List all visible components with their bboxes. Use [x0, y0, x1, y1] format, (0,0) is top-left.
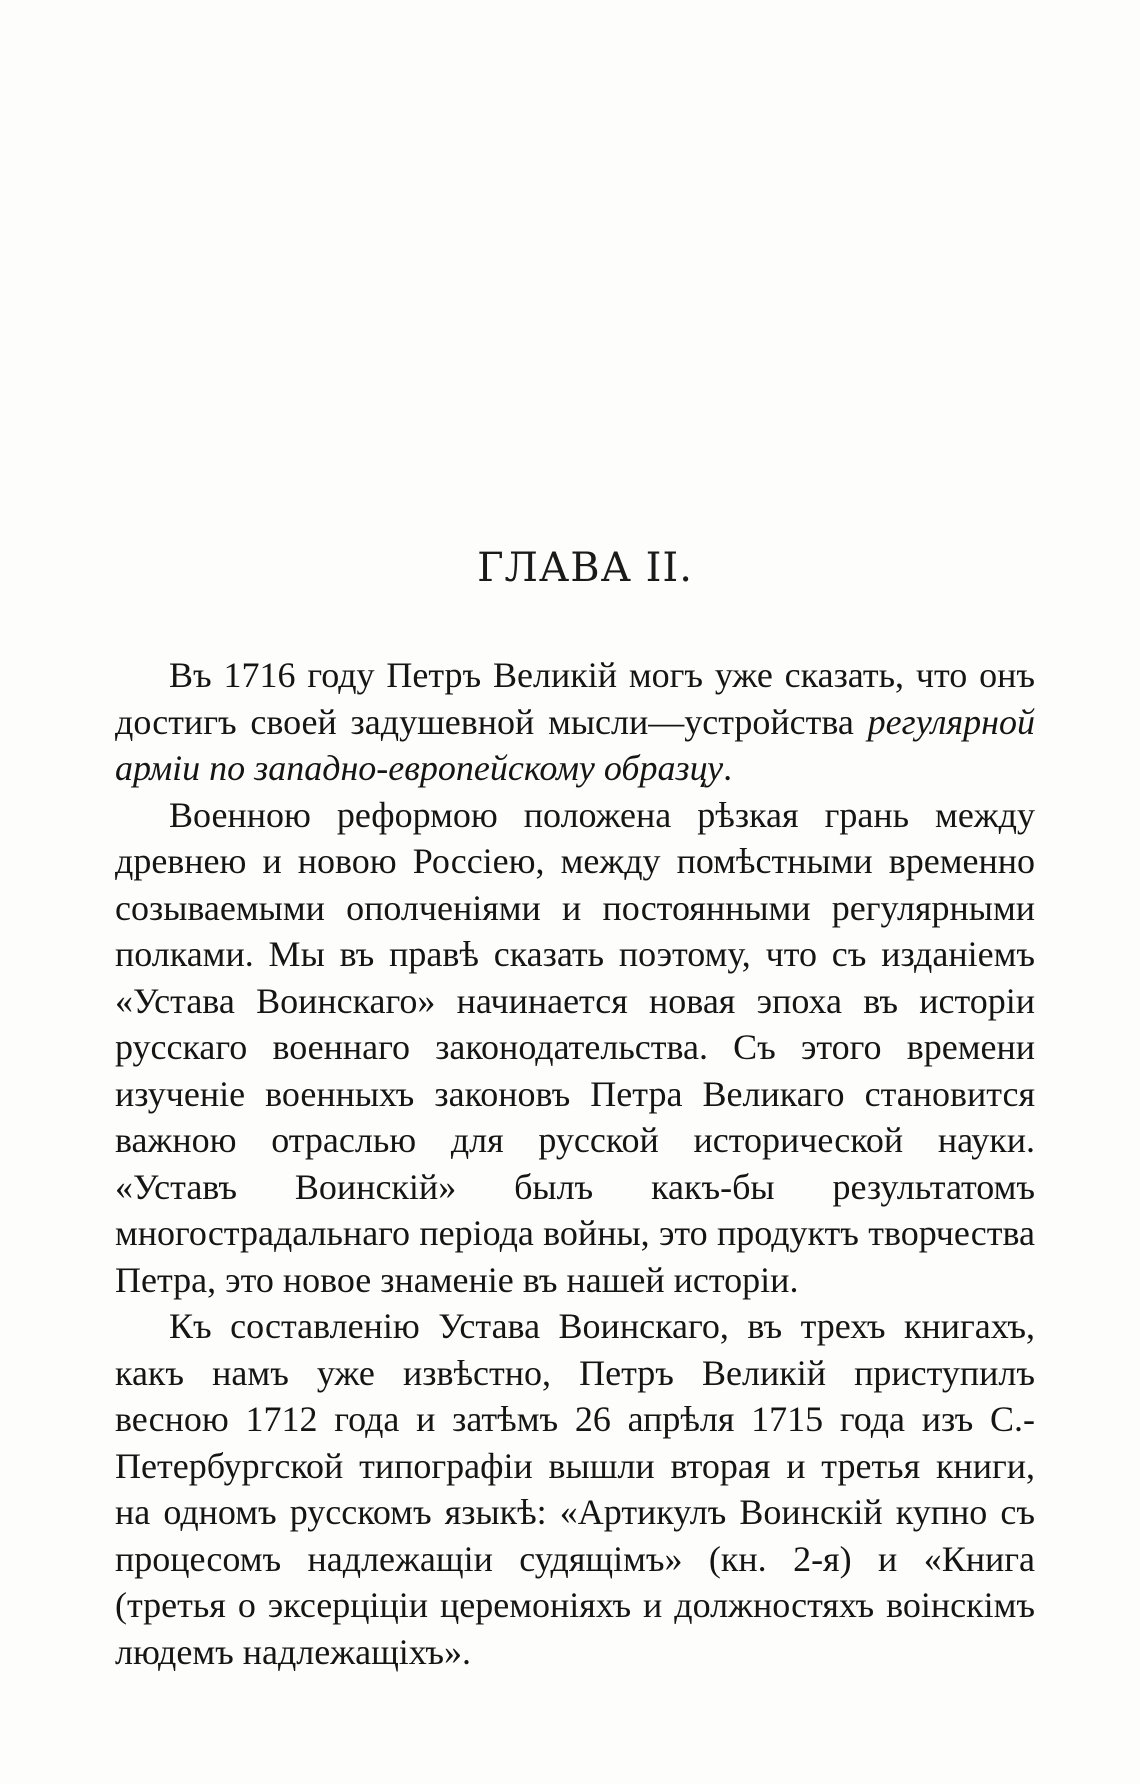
chapter-title: ГЛАВА II.	[477, 545, 693, 591]
paragraph-2: Военною реформою положена рѣзкая грань между древнею и новою Россіею, между помѣстными временно созываемыми ополченіями и постоянными регулярными полками. Мы въ правѣ сказать поэтому, что съ изданіемъ «Устава Воинскаго» начинается новая эпоха въ исторіи русскаго военнаго законодательства. Съ этого времени изученіе военныхъ законовъ Петра Великаго становится важною отраслью для русской исторической науки. «Уставъ Воинскій» былъ какъ-бы результатомъ многострадальнаго періода войны, это продуктъ творчества Петра, это новое знаменіе въ нашей исторіи.	[115, 794, 1035, 1300]
paragraph-1-text-start: Въ 1716 году Петръ Великій могъ уже сказать, что онъ достигъ своей задушевной мысли—устройства	[115, 655, 1035, 742]
paragraph-3: Къ составленію Устава Воинскаго, въ трехъ книгахъ, какъ намъ уже извѣстно, Петръ Великій приступилъ весною 1712 года и затѣмъ 26 апрѣля 1715 года изъ С.-Петербургской типографіи вышли вторая и третья книги, на одномъ русскомъ языкѣ: «Артикулъ Воинскій купно съ процесомъ надлежащіи судящімъ» (кн. 2-я) и «Книга (третья о эксерціціи церемоніяхъ и должностяхъ воінскімъ людемъ надлежащіхъ».	[115, 1306, 1035, 1672]
chapter-body	[115, 652, 1035, 1675]
paragraph-1	[115, 652, 1035, 792]
paragraph-1-text-end: .	[723, 748, 733, 788]
paragraph-1-italic-phrase: регулярной арміи по западно-европейскому образцу	[115, 701, 1035, 788]
